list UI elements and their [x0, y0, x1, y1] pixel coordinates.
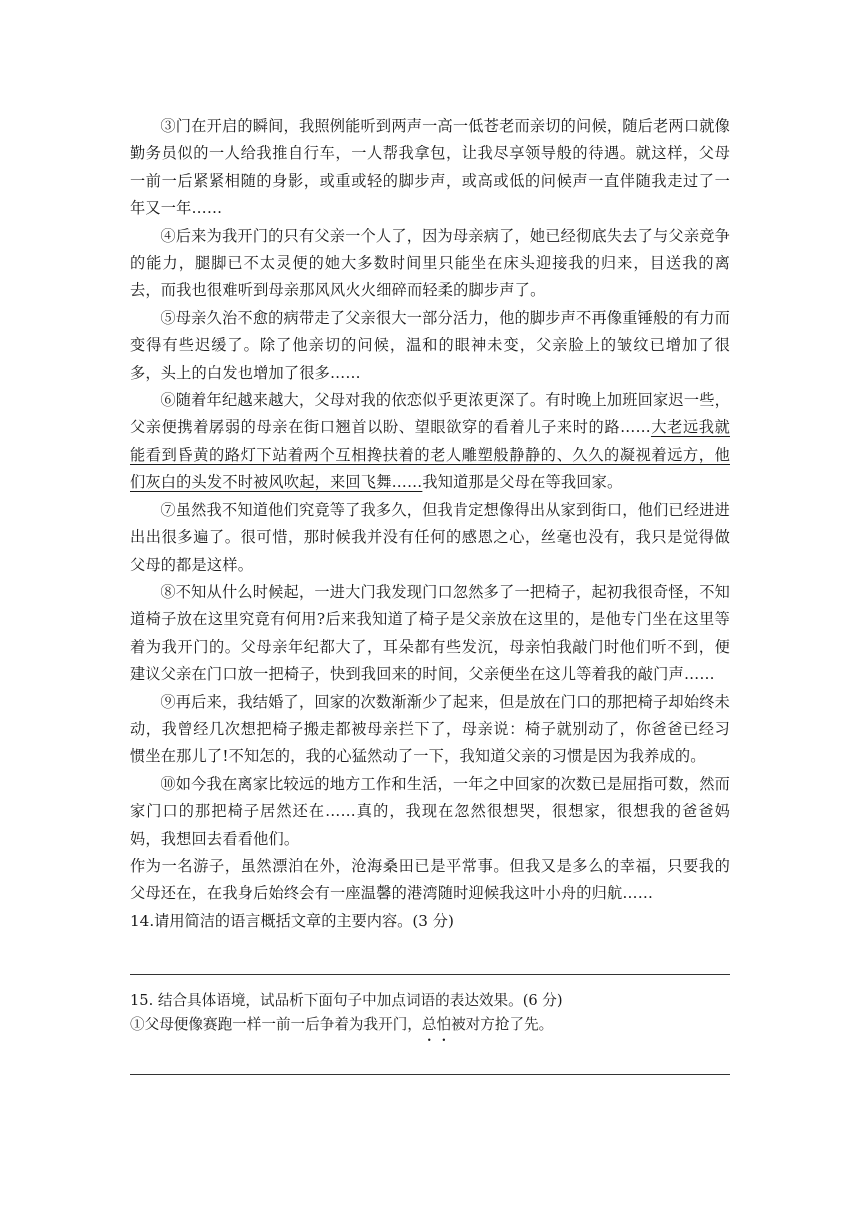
q15-sentence-end: 被对方抢了先。 [451, 1016, 554, 1034]
q15-sentence-start: ①父母便像赛跑一样一前一后争着为我开门， [130, 1016, 422, 1034]
paragraph-10: ⑩如今我在离家比较远的地方工作和生活，一年之中回家的次数已是屈指可数，然而家门口的那把椅子居然还在……真的，我现在忽然很想哭，很想家，很想我的爸爸妈妈，我想回去看看他们。 [130, 774, 730, 848]
paragraph-11: 作为一名游子，虽然漂泊在外，沧海桑田已是平常事。但我又是多么的幸福，只要我的父母还在，在我身后始终会有一座温馨的港湾随时迎候我这叶小舟的归航…… [130, 856, 730, 903]
paragraph-6-intro: ⑥随着年纪越来越大，父母对我的依恋似乎更浓更深了。有时晚上加班回家迟一些，父亲便携着孱弱的母亲在街口翘首以盼、望眼欲穿的看着儿子来时的路…… [130, 391, 730, 437]
paragraph-3: ③门在开启的瞬间，我照例能听到两声一高一低苍老而亲切的问候，随后老两口就像勤务员似的一人给我推自行车，一人帮我拿包，让我尽享领导般的待遇。就这样，父母一前一后紧紧相随的身影，或重或轻的脚步声，或高或低的问候声一直伴随我走过了一年又一年…… [130, 117, 730, 218]
answer-line-15[interactable] [130, 1073, 730, 1075]
underlined-sentence: 大老远我就能看到昏黄的路灯下站着两个互相搀扶着的老人雕塑般静静的、久久的凝视着远方，他们灰白的头发不时被风吹起，来回飞舞…… [130, 418, 730, 492]
paragraph-5: ⑤母亲久治不愈的病带走了父亲很大一部分活力，他的脚步声不再像重锤般的有力而变得有些迟缓了。除了他亲切的问候，温和的眼神未变，父亲脸上的皱纹已增加了很多，头上的白发也增加了很多…… [130, 308, 730, 382]
paragraph-6-ending: 我知道那是父母在等我回家。 [422, 473, 623, 492]
paragraph-9: ⑨再后来，我结婚了，回家的次数渐渐少了起来，但是放在门口的那把椅子却始终未动，我曾经几次想把椅子搬走都被母亲拦下了，母亲说：椅子就别动了，你爸爸已经习惯坐在那儿了!不知怎的，我的心猛然动了一下，我知道父亲的习惯是因为我养成的。 [130, 692, 730, 766]
document-page [130, 113, 730, 1075]
paragraph-4: ④后来为我开门的只有父亲一个人了，因为母亲病了，她已经彻底失去了与父亲竞争的能力，腿脚已不太灵便的她大多数时间里只能坐在床头迎接我的归来，目送我的离去，而我也很难听到母亲那风风火火细碎而轻柔的脚步声了。 [130, 226, 730, 300]
question-15-sentence [130, 1013, 730, 1037]
dotted-word-2: 怕 [436, 1016, 452, 1034]
question-14: 14.请用简洁的语言概括文章的主要内容。(3 分) [130, 911, 454, 930]
paragraph-6 [130, 387, 730, 497]
question-15-title: 15. 结合具体语境，试品析下面句子中加点词语的表达效果。(6 分) [130, 992, 563, 1010]
answer-line-14[interactable] [130, 973, 730, 975]
paragraph-8: ⑧不知从什么时候起，一进大门我发现门口忽然多了一把椅子，起初我很奇怪，不知道椅子放在这里究竟有何用?后来我知道了椅子是父亲放在这里的，是他专门坐在这里等着为我开门的。父母亲年纪都大了，耳朵都有些发沉，母亲怕我敲门时他们听不到，便建议父亲在门口放一把椅子，快到我回来的时间，父亲便坐在这儿等着我的敲门声…… [130, 582, 730, 684]
dotted-word-1: 总 [421, 1016, 437, 1034]
paragraph-7: ⑦虽然我不知道他们究竟等了我多久，但我肯定想像得出从家到街口，他们已经进进出出很多遍了。很可惜，那时候我并没有任何的感恩之心，丝毫也没有，我只是觉得做父母的都是这样。 [130, 500, 730, 574]
